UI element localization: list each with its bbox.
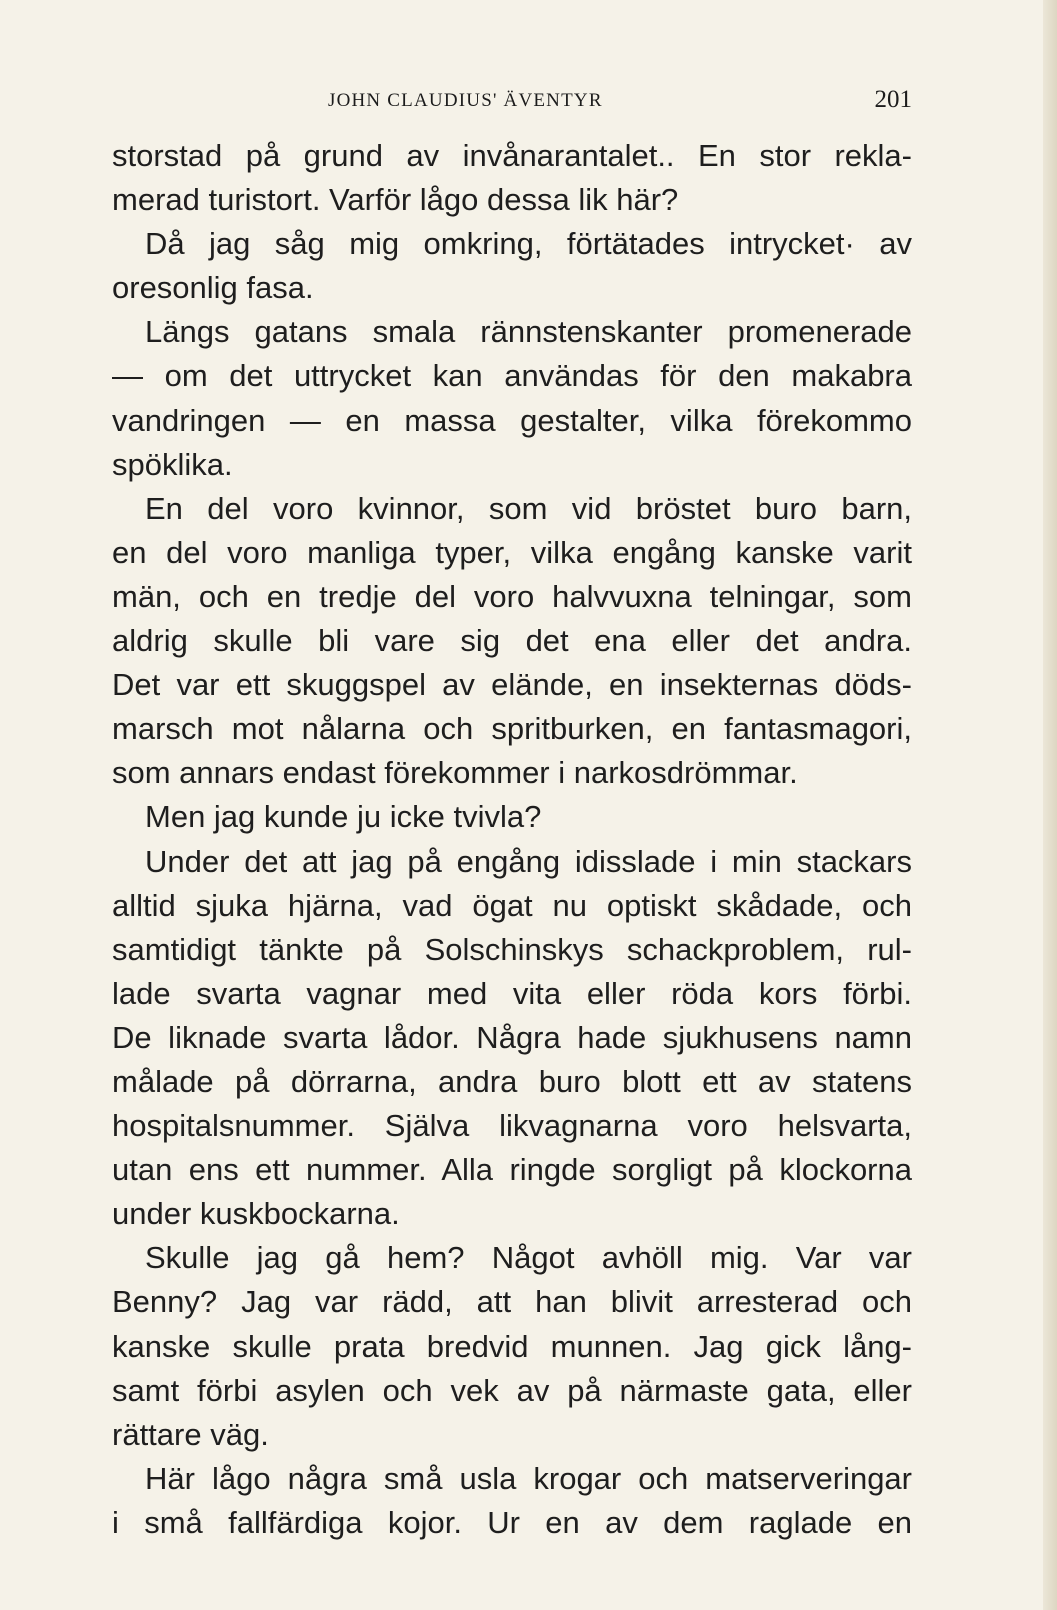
text-line: oresonlig fasa. — [112, 270, 314, 306]
text-line: Skulle jag gå hem? Något avhöll mig. Var var — [145, 1240, 912, 1276]
text-line: utan ens ett nummer. Alla ringde sorgligt på klockorna — [112, 1152, 912, 1188]
text-line: spöklika. — [112, 446, 233, 482]
text-line: storstad på grund av invånarantalet.. En stor rekla- — [112, 138, 912, 173]
text-line: samt förbi asylen och vek av på närmaste gata, eller — [112, 1372, 912, 1408]
text-line: i små fallfärdiga kojor. Ur en av dem raglade en — [112, 1504, 912, 1540]
text-line: under kuskbockarna. — [112, 1196, 400, 1232]
text-line: En del voro kvinnor, som vid bröstet buro barn, — [145, 490, 912, 526]
text-line: lade svarta vagnar med vita eller röda kors förbi. — [112, 975, 912, 1011]
text-line: Men jag kunde ju icke tvivla? — [145, 799, 542, 835]
text-line: marsch mot nålarna och spritburken, en fantasmagori, — [112, 711, 912, 747]
text-line: män, och en tredje del voro halvvuxna telningar, som — [112, 578, 912, 614]
text-line: Då jag såg mig omkring, förtätades intrycket· av — [145, 226, 912, 262]
text-line: kanske skulle prata bredvid munnen. Jag gick lång- — [112, 1328, 912, 1364]
text-line: alltid sjuka hjärna, vad ögat nu optiskt skådade, och — [112, 887, 912, 923]
text-line: en del voro manliga typer, vilka engång kanske varit — [112, 534, 912, 570]
text-line: Längs gatans smala rännstenskanter promenerade — [145, 314, 912, 350]
text-line: De liknade svarta lådor. Några hade sjukhusens namn — [112, 1019, 912, 1055]
text-line: Det var ett skuggspel av elände, en insekternas döds- — [112, 667, 912, 703]
page-edge — [1043, 0, 1057, 1610]
running-title: JOHN CLAUDIUS' ÄVENTYR — [328, 90, 603, 111]
text-line: Här lågo några små usla krogar och matserveringar — [145, 1460, 912, 1496]
text-line: rättare väg. — [112, 1416, 269, 1452]
text-line: — om det uttrycket kan användas för den makabra — [112, 358, 912, 394]
text-line: samtidigt tänkte på Solschinskys schackproblem, rul- — [112, 931, 912, 967]
text-line: hospitalsnummer. Själva likvagnarna voro helsvarta, — [112, 1108, 912, 1144]
page-header — [112, 84, 912, 124]
text-line: vandringen — en massa gestalter, vilka förekommo — [112, 402, 912, 438]
text-line: aldrig skulle bli vare sig det ena eller det andra. — [112, 623, 912, 659]
text-line: merad turistort. Varför lågo dessa lik här? — [112, 182, 679, 218]
text-line: som annars endast förekommer i narkosdrömmar. — [112, 755, 798, 791]
text-line: målade på dörrarna, andra buro blott ett av statens — [112, 1063, 912, 1099]
text-line: Benny? Jag var rädd, att han blivit arresterad och — [112, 1284, 912, 1320]
body-text — [112, 134, 912, 1545]
text-line: Under det att jag på engång idisslade i min stackars — [145, 843, 912, 879]
page-number: 201 — [874, 86, 912, 113]
